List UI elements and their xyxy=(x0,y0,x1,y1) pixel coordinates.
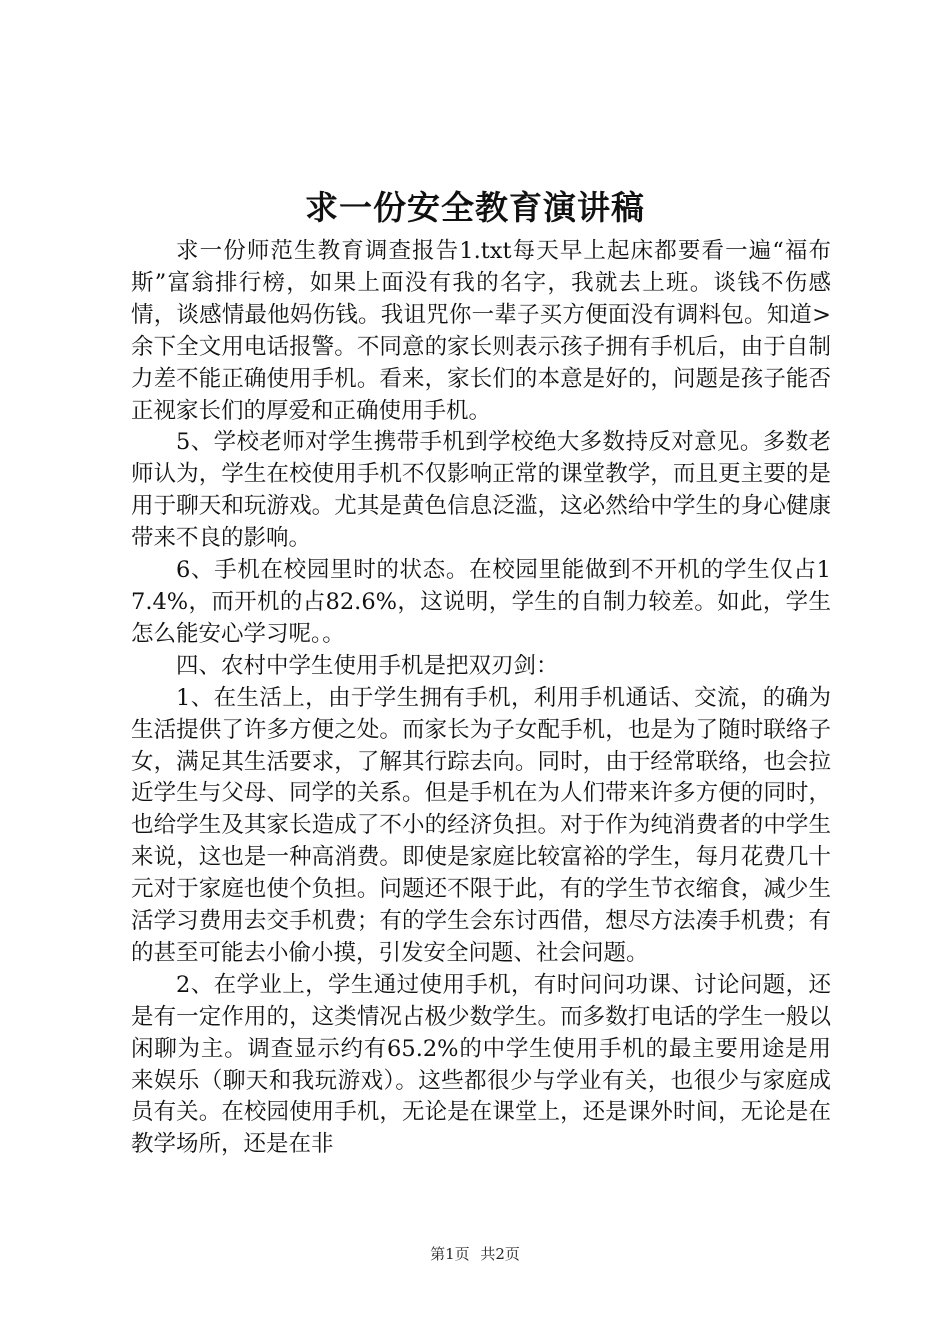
page-number: 第1页 xyxy=(430,1245,470,1263)
document-body xyxy=(131,236,831,1161)
paragraph: 2、在学业上，学生通过使用手机，有时问问功课、讨论问题，还是有一定作用的，这类情况占极少数学生。而多数打电话的学生一般以闲聊为主。调查显示约有65.2%的中学生使用手机的最主要用途是用来娱乐（聊天和我玩游戏）。这些都很少与学业有关，也很少与家庭成员有关。在校园使用手机，无论是在课堂上，还是课外时间，无论是在教学场所，还是在非 xyxy=(131,971,831,1158)
page-footer xyxy=(0,1244,950,1264)
paragraph: 求一份师范生教育调查报告1.txt每天早上起床都要看一遍“福布斯”富翁排行榜，如果上面没有我的名字，我就去上班。谈钱不伤感情，谈感情最他妈伤钱。我诅咒你一辈子买方便面没有调料包。知道>余下全文用电话报警。不同意的家长则表示孩子拥有手机后，由于自制力差不能正确使用手机。看来，家长们的本意是好的，问题是孩子能否正视家长们的厚爱和正确使用手机。 xyxy=(131,238,831,424)
page-total: 共2页 xyxy=(480,1245,520,1263)
section-heading: 四、农村中学生使用手机是把双刃剑： xyxy=(176,652,559,679)
document-title: 求一份安全教育演讲稿 xyxy=(305,188,645,227)
paragraph: 1、在生活上，由于学生拥有手机，利用手机通话、交流，的确为生活提供了许多方便之处。而家长为子女配手机，也是为了随时联络子女，满足其生活要求，了解其行踪去向。同时，由于经常联络，也会拉近学生与父母、同学的关系。但是手机在为人们带来许多方便的同时，也给学生及其家长造成了不小的经济负担。对于作为纯消费者的中学生来说，这也是一种高消费。即使是家庭比较富裕的学生，每月花费几十元对于家庭也使个负担。问题还不限于此，有的学生节衣缩食，减少生活学习费用去交手机费；有的学生会东讨西借，想尽方法凑手机费；有的甚至可能去小偷小摸，引发安全问题、社会问题。 xyxy=(131,684,831,966)
paragraph: 5、学校老师对学生携带手机到学校绝大多数持反对意见。多数老师认为，学生在校使用手机不仅影响正常的课堂教学，而且更主要的是用于聊天和玩游戏。尤其是黄色信息泛滥，这必然给中学生的身心健康带来不良的影响。 xyxy=(131,429,831,552)
paragraph: 6、手机在校园里时的状态。在校园里能做到不开机的学生仅占17.4%，而开机的占82.6%，这说明，学生的自制力较差。如此，学生怎么能安心学习呢。。 xyxy=(131,557,831,647)
